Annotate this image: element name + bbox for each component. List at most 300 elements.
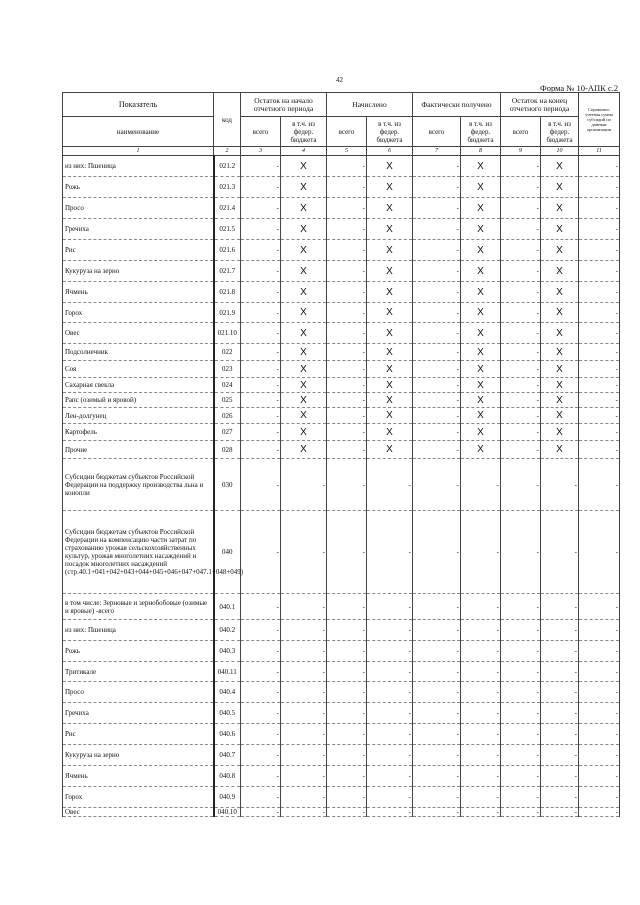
x-mark: X: [367, 441, 413, 459]
empty-value: -: [579, 620, 620, 641]
x-mark: X: [281, 156, 327, 177]
x-mark: X: [541, 261, 579, 282]
x-mark: X: [367, 408, 413, 424]
table-row: [63, 787, 620, 808]
row-code: 021.2: [214, 156, 241, 177]
empty-value: -: [413, 441, 461, 459]
row-code: 023: [214, 361, 241, 378]
empty-value: -: [413, 594, 461, 620]
empty-value: -: [413, 323, 461, 344]
empty-value: -: [281, 787, 327, 808]
empty-value: -: [579, 408, 620, 424]
table-row: [63, 641, 620, 662]
empty-value: -: [241, 198, 281, 219]
x-mark: X: [281, 219, 327, 240]
x-mark: X: [461, 240, 501, 261]
indicator-header: Показатель: [63, 93, 214, 117]
empty-value: -: [241, 620, 281, 641]
empty-value: -: [501, 766, 541, 787]
empty-value: -: [579, 344, 620, 361]
empty-value: -: [413, 344, 461, 361]
table-row: [63, 724, 620, 745]
table-row: [63, 459, 620, 511]
x-mark: X: [541, 361, 579, 378]
accrued-header: Начислено: [327, 93, 413, 117]
empty-value: -: [281, 641, 327, 662]
row-code: 022: [214, 344, 241, 361]
empty-value: -: [413, 682, 461, 703]
empty-value: -: [281, 808, 327, 817]
empty-value: -: [579, 261, 620, 282]
empty-value: -: [327, 323, 367, 344]
total-header: всего: [241, 117, 281, 147]
empty-value: -: [501, 219, 541, 240]
x-mark: X: [367, 282, 413, 303]
empty-value: -: [241, 441, 281, 459]
x-mark: X: [367, 240, 413, 261]
total-header: всего: [327, 117, 367, 147]
x-mark: X: [367, 303, 413, 323]
empty-value: -: [367, 459, 413, 511]
empty-value: -: [501, 641, 541, 662]
empty-value: -: [327, 156, 367, 177]
empty-value: -: [579, 441, 620, 459]
empty-value: -: [327, 177, 367, 198]
x-mark: X: [461, 361, 501, 378]
x-mark: X: [461, 303, 501, 323]
x-mark: X: [461, 156, 501, 177]
x-mark: X: [541, 323, 579, 344]
row-code: 025: [214, 393, 241, 408]
empty-value: -: [241, 393, 281, 408]
x-mark: X: [461, 177, 501, 198]
col-number: 2: [214, 147, 241, 156]
empty-value: -: [501, 459, 541, 511]
empty-value: -: [367, 594, 413, 620]
row-name: Просо: [63, 198, 214, 219]
empty-value: -: [367, 745, 413, 766]
row-name: Гречиха: [63, 703, 214, 724]
row-name: Овес: [63, 323, 214, 344]
table-row: [63, 745, 620, 766]
empty-value: -: [327, 441, 367, 459]
empty-value: -: [413, 424, 461, 441]
empty-value: -: [541, 620, 579, 641]
col-number: 10: [541, 147, 579, 156]
empty-value: -: [501, 724, 541, 745]
empty-value: -: [579, 219, 620, 240]
federal-header: в т.ч. из федер. бюджета: [281, 117, 327, 147]
row-code: 021.7: [214, 261, 241, 282]
empty-value: -: [501, 787, 541, 808]
empty-value: -: [327, 808, 367, 817]
x-mark: X: [281, 303, 327, 323]
total-header: всего: [501, 117, 541, 147]
empty-value: -: [541, 724, 579, 745]
row-name: Тритикале: [63, 662, 214, 682]
form-label: Форма № 10-АПК с.2: [540, 83, 619, 93]
empty-value: -: [327, 344, 367, 361]
empty-value: -: [579, 459, 620, 511]
empty-value: -: [413, 156, 461, 177]
table-row: [63, 303, 620, 323]
empty-value: -: [501, 282, 541, 303]
x-mark: X: [461, 344, 501, 361]
empty-value: -: [327, 361, 367, 378]
empty-value: -: [367, 511, 413, 594]
table-row: [63, 361, 620, 378]
subsidy-table: [62, 92, 620, 817]
table-row: [63, 393, 620, 408]
col-number: 9: [501, 147, 541, 156]
empty-value: -: [327, 641, 367, 662]
row-code: 021.9: [214, 303, 241, 323]
row-name: Рис: [63, 240, 214, 261]
empty-value: -: [367, 703, 413, 724]
table-row: [63, 808, 620, 817]
empty-value: -: [501, 177, 541, 198]
empty-value: -: [327, 682, 367, 703]
x-mark: X: [541, 282, 579, 303]
row-name: Рапс (озимый и яровой): [63, 393, 214, 408]
empty-value: -: [541, 787, 579, 808]
empty-value: -: [281, 703, 327, 724]
col-number: 6: [367, 147, 413, 156]
x-mark: X: [541, 198, 579, 219]
table-row: [63, 682, 620, 703]
empty-value: -: [281, 724, 327, 745]
federal-header: в т.ч. из федер. бюджета: [461, 117, 501, 147]
empty-value: -: [579, 594, 620, 620]
row-code: 040.10: [214, 808, 241, 817]
empty-value: -: [241, 344, 281, 361]
row-code: 040.2: [214, 620, 241, 641]
empty-value: -: [413, 378, 461, 393]
empty-value: -: [461, 682, 501, 703]
empty-value: -: [281, 766, 327, 787]
empty-value: -: [579, 641, 620, 662]
empty-value: -: [281, 662, 327, 682]
x-mark: X: [281, 282, 327, 303]
empty-value: -: [281, 459, 327, 511]
empty-value: -: [501, 323, 541, 344]
empty-value: -: [327, 620, 367, 641]
row-code: 021.4: [214, 198, 241, 219]
empty-value: -: [501, 682, 541, 703]
table-row: [63, 323, 620, 344]
empty-value: -: [241, 641, 281, 662]
empty-value: -: [413, 459, 461, 511]
empty-value: -: [541, 808, 579, 817]
empty-value: -: [501, 441, 541, 459]
empty-value: -: [501, 303, 541, 323]
empty-value: -: [327, 766, 367, 787]
empty-value: -: [367, 682, 413, 703]
empty-value: -: [541, 662, 579, 682]
empty-value: -: [501, 344, 541, 361]
col-number: 3: [241, 147, 281, 156]
empty-value: -: [367, 620, 413, 641]
table-row: [63, 424, 620, 441]
empty-value: -: [579, 393, 620, 408]
empty-value: -: [579, 240, 620, 261]
empty-value: -: [501, 393, 541, 408]
empty-value: -: [501, 745, 541, 766]
row-name: Прочие: [63, 441, 214, 459]
empty-value: -: [579, 177, 620, 198]
row-code: 021.10: [214, 323, 241, 344]
row-code: 026: [214, 408, 241, 424]
row-code: 040.5: [214, 703, 241, 724]
empty-value: -: [579, 662, 620, 682]
empty-value: -: [413, 766, 461, 787]
row-code: 021.8: [214, 282, 241, 303]
table-row: [63, 156, 620, 177]
table-row: [63, 378, 620, 393]
x-mark: X: [281, 408, 327, 424]
row-name: из них: Пшеница: [63, 156, 214, 177]
empty-value: -: [241, 703, 281, 724]
row-name: Субсидии бюджетам субъектов Российской Федерации на поддержку производства льна и конопли: [63, 459, 214, 511]
table-row: [63, 282, 620, 303]
x-mark: X: [541, 156, 579, 177]
empty-value: -: [501, 662, 541, 682]
end-balance-header: Остаток на конец отчетного периода: [501, 93, 579, 117]
empty-value: -: [579, 766, 620, 787]
empty-value: -: [413, 393, 461, 408]
empty-value: -: [281, 620, 327, 641]
empty-value: -: [367, 662, 413, 682]
table-row: [63, 620, 620, 641]
empty-value: -: [241, 808, 281, 817]
table-row: [63, 408, 620, 424]
col-number: 5: [327, 147, 367, 156]
empty-value: -: [501, 594, 541, 620]
row-name: Горох: [63, 303, 214, 323]
empty-value: -: [501, 424, 541, 441]
empty-value: -: [579, 682, 620, 703]
row-name: Подсолнечник: [63, 344, 214, 361]
empty-value: -: [579, 282, 620, 303]
empty-value: -: [241, 682, 281, 703]
empty-value: -: [327, 724, 367, 745]
row-code: 028: [214, 441, 241, 459]
x-mark: X: [367, 261, 413, 282]
empty-value: -: [541, 745, 579, 766]
empty-value: -: [579, 323, 620, 344]
federal-header: в т.ч. из федер. бюджета: [541, 117, 579, 147]
empty-value: -: [461, 808, 501, 817]
x-mark: X: [281, 393, 327, 408]
empty-value: -: [501, 620, 541, 641]
row-name: в том числе: Зерновые и зернобобовые (озимые и яровые) -всего: [63, 594, 214, 620]
empty-value: -: [461, 766, 501, 787]
empty-value: -: [579, 156, 620, 177]
empty-value: -: [413, 177, 461, 198]
x-mark: X: [281, 261, 327, 282]
empty-value: -: [413, 219, 461, 240]
empty-value: -: [541, 511, 579, 594]
row-name: Рожь: [63, 641, 214, 662]
empty-value: -: [241, 745, 281, 766]
row-name: Сахарная свекла: [63, 378, 214, 393]
row-code: 040.9: [214, 787, 241, 808]
empty-value: -: [413, 282, 461, 303]
col-number: 7: [413, 147, 461, 156]
empty-value: -: [541, 682, 579, 703]
x-mark: X: [281, 198, 327, 219]
row-name: Горох: [63, 787, 214, 808]
x-mark: X: [367, 424, 413, 441]
row-name: Ячмень: [63, 766, 214, 787]
empty-value: -: [541, 766, 579, 787]
col-number: 4: [281, 147, 327, 156]
empty-value: -: [327, 393, 367, 408]
table-row: [63, 261, 620, 282]
x-mark: X: [461, 408, 501, 424]
table-row: [63, 766, 620, 787]
empty-value: -: [281, 682, 327, 703]
empty-value: -: [327, 459, 367, 511]
empty-value: -: [501, 261, 541, 282]
empty-value: -: [501, 240, 541, 261]
empty-value: -: [241, 323, 281, 344]
col-number: 1: [63, 147, 214, 156]
empty-value: -: [241, 787, 281, 808]
empty-value: -: [461, 662, 501, 682]
empty-value: -: [327, 703, 367, 724]
empty-value: -: [413, 361, 461, 378]
empty-value: -: [241, 177, 281, 198]
empty-value: -: [241, 408, 281, 424]
empty-value: -: [413, 620, 461, 641]
empty-value: -: [413, 662, 461, 682]
empty-value: -: [413, 261, 461, 282]
row-name: Овес: [63, 808, 214, 817]
table-row: [63, 441, 620, 459]
empty-value: -: [461, 641, 501, 662]
x-mark: X: [281, 240, 327, 261]
empty-value: -: [327, 424, 367, 441]
empty-value: -: [327, 594, 367, 620]
empty-value: -: [501, 408, 541, 424]
empty-value: -: [413, 240, 461, 261]
x-mark: X: [541, 393, 579, 408]
x-mark: X: [281, 361, 327, 378]
x-mark: X: [461, 261, 501, 282]
x-mark: X: [281, 424, 327, 441]
code-header: код: [214, 93, 241, 147]
x-mark: X: [367, 177, 413, 198]
empty-value: -: [327, 745, 367, 766]
empty-value: -: [281, 745, 327, 766]
row-name: Ячмень: [63, 282, 214, 303]
empty-value: -: [327, 378, 367, 393]
empty-value: -: [461, 724, 501, 745]
empty-value: -: [327, 511, 367, 594]
row-code: 021.6: [214, 240, 241, 261]
table-row: [63, 177, 620, 198]
empty-value: -: [413, 703, 461, 724]
x-mark: X: [367, 344, 413, 361]
empty-value: -: [579, 303, 620, 323]
empty-value: -: [241, 282, 281, 303]
table-row: [63, 219, 620, 240]
row-name: из них: Пшеница: [63, 620, 214, 641]
received-header: Фактически получено: [413, 93, 501, 117]
empty-value: -: [579, 724, 620, 745]
empty-value: -: [461, 620, 501, 641]
row-name: Соя: [63, 361, 214, 378]
empty-value: -: [501, 511, 541, 594]
start-balance-header: Остаток на начало отчетного периода: [241, 93, 327, 117]
empty-value: -: [367, 808, 413, 817]
empty-value: -: [579, 511, 620, 594]
empty-value: -: [501, 198, 541, 219]
empty-value: -: [327, 198, 367, 219]
row-code: 027: [214, 424, 241, 441]
empty-value: -: [367, 787, 413, 808]
x-mark: X: [541, 240, 579, 261]
x-mark: X: [461, 282, 501, 303]
empty-value: -: [241, 594, 281, 620]
x-mark: X: [367, 219, 413, 240]
x-mark: X: [367, 156, 413, 177]
row-name: Кукуруза на зерно: [63, 261, 214, 282]
col-number: 11: [579, 147, 620, 156]
x-mark: X: [367, 323, 413, 344]
empty-value: -: [579, 745, 620, 766]
empty-value: -: [461, 703, 501, 724]
x-mark: X: [281, 177, 327, 198]
x-mark: X: [541, 408, 579, 424]
empty-value: -: [413, 511, 461, 594]
empty-value: -: [367, 766, 413, 787]
x-mark: X: [461, 441, 501, 459]
empty-value: -: [327, 261, 367, 282]
col-number: 8: [461, 147, 501, 156]
empty-value: -: [241, 662, 281, 682]
table-row: [63, 594, 620, 620]
page-number: 42: [336, 76, 343, 84]
x-mark: X: [541, 344, 579, 361]
row-code: 040.11: [214, 662, 241, 682]
table-row: [63, 662, 620, 682]
row-name: Картофель: [63, 424, 214, 441]
empty-value: -: [413, 724, 461, 745]
row-code: 021.5: [214, 219, 241, 240]
row-code: 030: [214, 459, 241, 511]
row-name: Кукуруза на зерно: [63, 745, 214, 766]
table-row: [63, 198, 620, 219]
name-header: наименование: [63, 117, 214, 147]
x-mark: X: [461, 378, 501, 393]
empty-value: -: [541, 641, 579, 662]
empty-value: -: [327, 662, 367, 682]
x-mark: X: [367, 378, 413, 393]
row-name: Рожь: [63, 177, 214, 198]
empty-value: -: [327, 282, 367, 303]
empty-value: -: [327, 240, 367, 261]
empty-value: -: [241, 303, 281, 323]
x-mark: X: [541, 441, 579, 459]
empty-value: -: [327, 408, 367, 424]
row-code: 021.3: [214, 177, 241, 198]
empty-value: -: [413, 808, 461, 817]
empty-value: -: [461, 594, 501, 620]
empty-value: -: [241, 219, 281, 240]
empty-value: -: [541, 703, 579, 724]
